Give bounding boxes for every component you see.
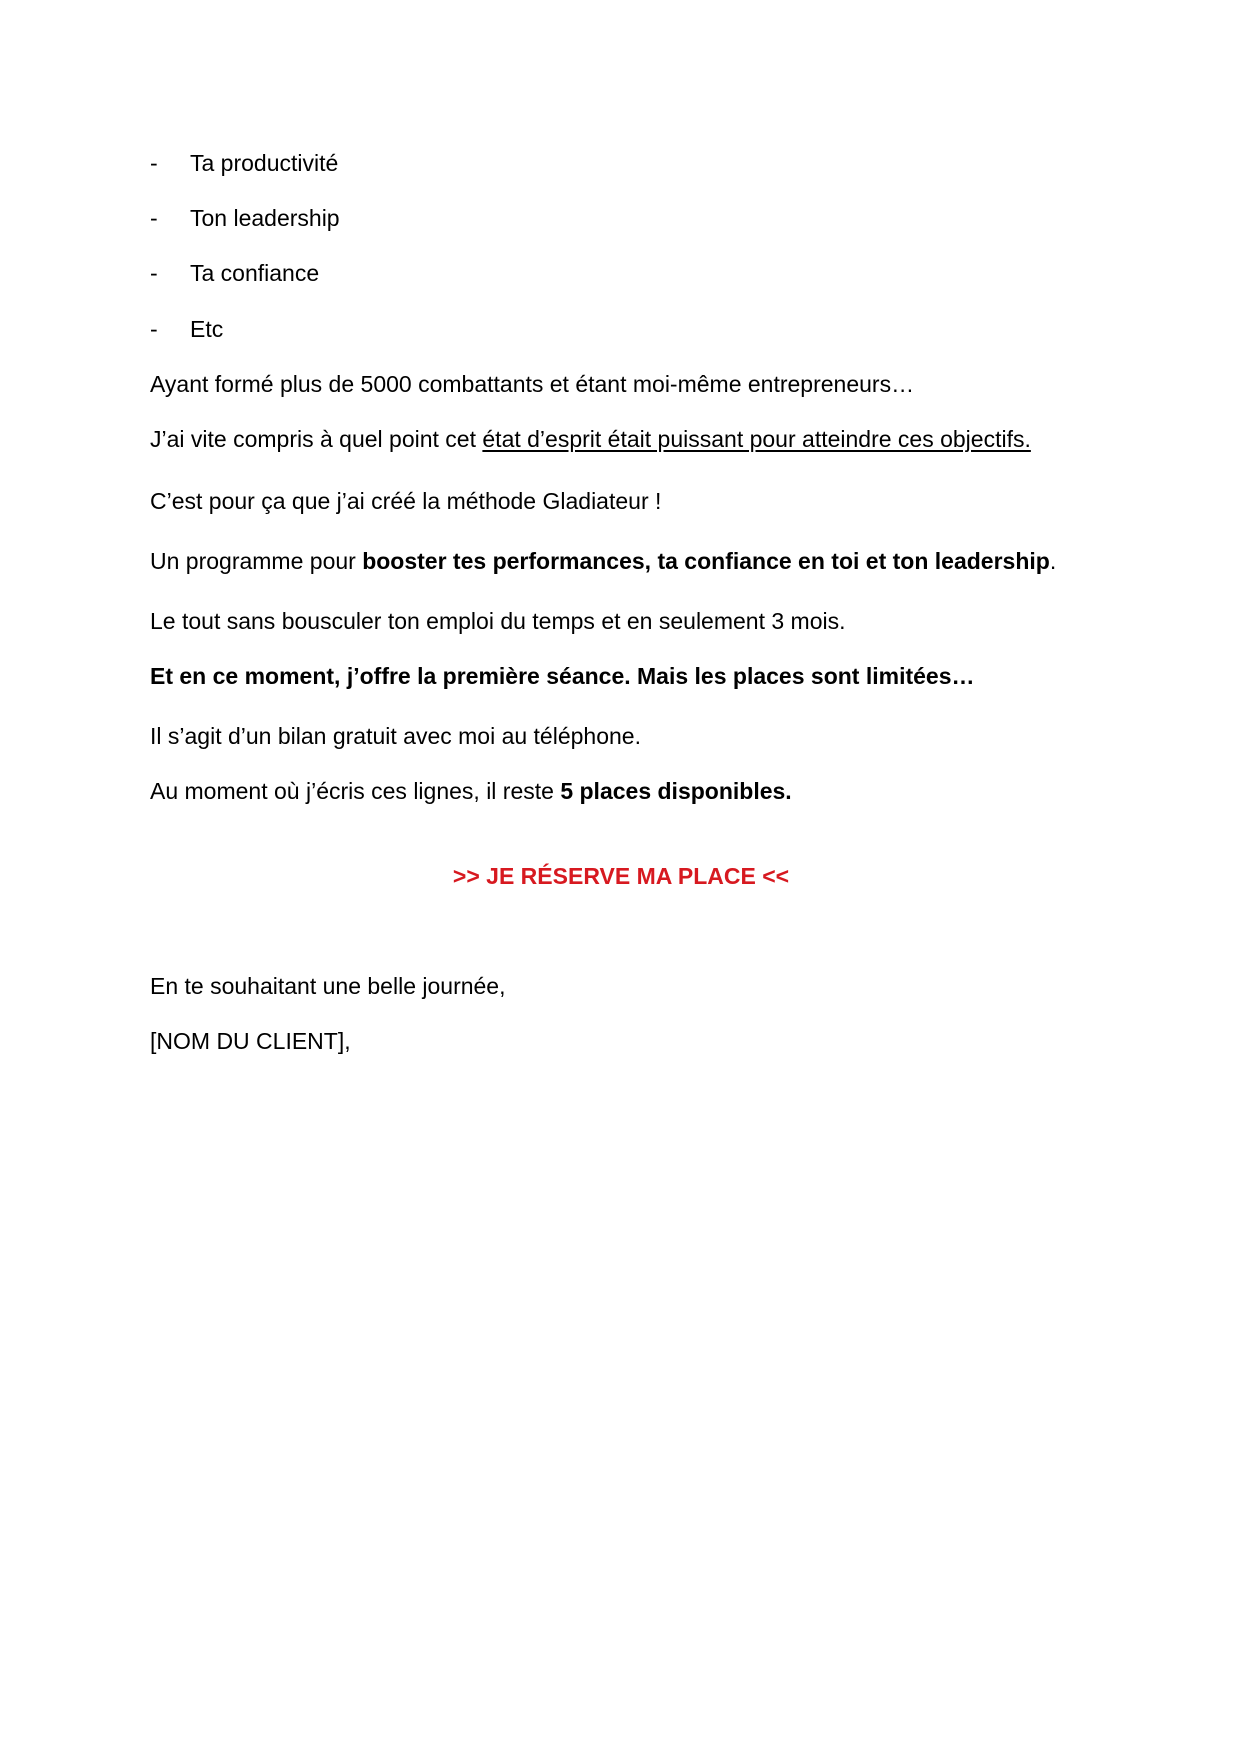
paragraph-text: J’ai vite compris à quel point cet: [150, 426, 483, 452]
bullet-text: Ta productivité: [190, 150, 339, 176]
paragraph-text: .: [1049, 548, 1057, 574]
paragraph-text: Au moment où j’écris ces lignes, il reste: [150, 778, 561, 804]
underlined-text: état d’esprit était puissant pour atteindre ces objectifs.: [482, 426, 1031, 452]
bullet-dash: -: [150, 260, 158, 286]
paragraph-free-call: Il s’agit d’un bilan gratuit avec moi au téléphone.: [150, 723, 641, 749]
bullet-item-leadership: [150, 204, 340, 232]
bullet-item-productivity: [150, 149, 338, 177]
paragraph-trained-fighters: Ayant formé plus de 5000 combattants et étant moi-même entrepreneurs…: [150, 371, 915, 397]
bullet-dash: -: [150, 316, 158, 342]
paragraph-schedule: Le tout sans bousculer ton emploi du temps et en seulement 3 mois.: [150, 608, 846, 634]
paragraph-text: Un programme pour: [150, 548, 363, 574]
paragraph-understood: [150, 425, 1031, 453]
bullet-text: Ton leadership: [190, 205, 340, 231]
paragraph-gladiator-method: C’est pour ça que j’ai créé la méthode Gladiateur !: [150, 488, 662, 514]
bold-text: booster tes performances, ta confiance en toi et ton leadership: [362, 548, 1050, 574]
paragraph-places-left: [150, 777, 792, 805]
bullet-dash: -: [150, 150, 158, 176]
paragraph-program: [150, 547, 1056, 575]
bullet-item-etc: [150, 315, 223, 343]
paragraph-offer: Et en ce moment, j’offre la première séance. Mais les places sont limitées…: [150, 663, 975, 689]
signature: [NOM DU CLIENT],: [150, 1028, 351, 1054]
bullet-item-confidence: [150, 259, 319, 287]
bullet-dash: -: [150, 205, 158, 231]
bullet-text: Ta confiance: [190, 260, 320, 286]
closing-greeting: En te souhaitant une belle journée,: [150, 973, 506, 999]
bullet-text: Etc: [190, 316, 224, 342]
reserve-place-link[interactable]: >> JE RÉSERVE MA PLACE <<: [452, 863, 790, 889]
bold-text: 5 places disponibles.: [560, 778, 792, 804]
